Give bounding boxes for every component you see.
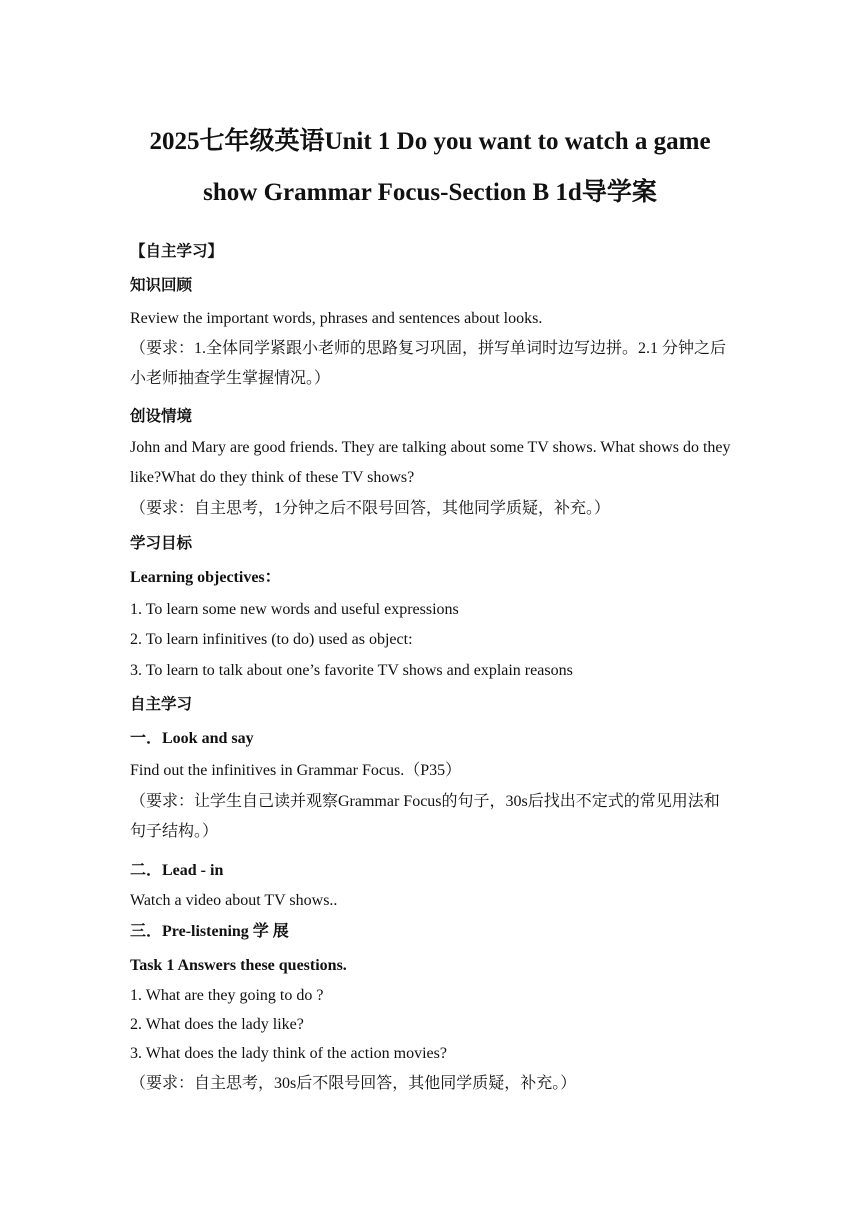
objectives-heading: 学习目标 (130, 534, 193, 552)
scenario-text: John and Mary are good friends. They are talking about some TV shows. What shows do they like?What do they think of these TV shows? (130, 439, 731, 486)
question-item: 1. What are they going to do ? (130, 987, 324, 1004)
question-item: 2. What does the lady like? (130, 1016, 304, 1033)
review-text: Review the important words, phrases and sentences about looks. (130, 310, 543, 327)
part1-requirement: （要求：让学生自己读并观察Grammar Focus的句子，30s后找出不定式的常见用法和句子结构。） (130, 793, 720, 840)
objective-item: 3. To learn to talk about one’s favorite TV shows and explain reasons (130, 662, 573, 679)
question-item: 3. What does the lady think of the action movies? (130, 1045, 447, 1062)
part1-heading: 一．Look and say (130, 730, 254, 747)
study-heading: 自主学习 (130, 695, 193, 713)
objective-item: 2. To learn infinitives (to do) used as object: (130, 631, 413, 648)
part3-requirement: （要求：自主思考，30s后不限号回答，其他同学质疑，补充。） (130, 1075, 577, 1092)
review-requirement: （要求：1.全体同学紧跟小老师的思路复习巩固，拼写单词时边写边拼。2.1 分钟之后小老师抽查学生掌握情况。） (130, 340, 727, 387)
document-title-line-2: show Grammar Focus-Section B 1d导学案 (203, 179, 657, 206)
objective-item: 1. To learn some new words and useful expressions (130, 601, 459, 618)
document-title-line-1: 2025七年级英语Unit 1 Do you want to watch a game (149, 128, 711, 155)
scenario-heading: 创设情境 (130, 407, 193, 425)
part2-heading: 二．Lead - in (130, 862, 224, 879)
part2-text: Watch a video about TV shows.. (130, 892, 338, 909)
objectives-label: Learning objectives： (130, 569, 281, 586)
scenario-requirement: （要求：自主思考，1分钟之后不限号回答，其他同学质疑，补充。） (130, 500, 611, 517)
review-heading: 知识回顾 (130, 276, 193, 294)
part1-text: Find out the infinitives in Grammar Focus.（P35） (130, 762, 462, 779)
part3-heading: 三．Pre-listening 学 展 (130, 923, 289, 940)
section-heading-self-study: 【自主学习】 (130, 242, 224, 260)
task1-heading: Task 1 Answers these questions. (130, 957, 347, 974)
